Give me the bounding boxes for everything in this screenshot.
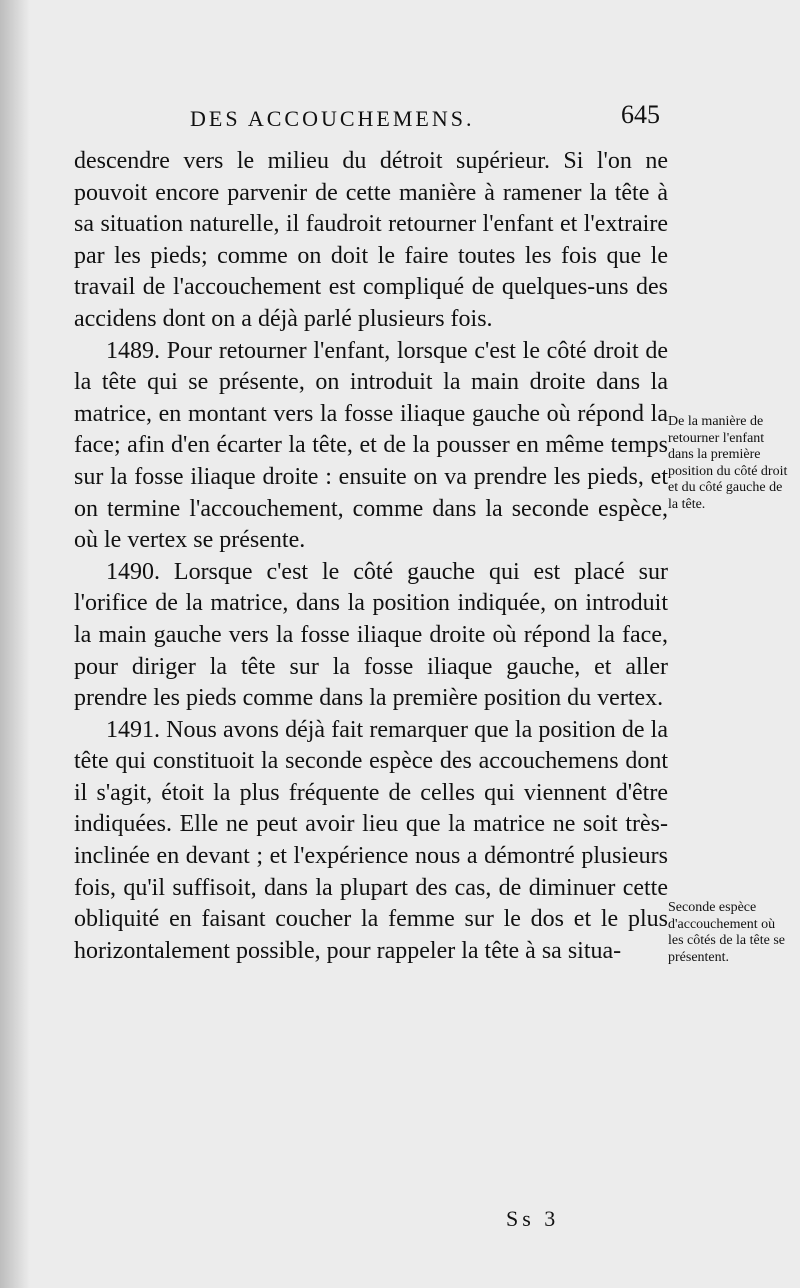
main-text bbox=[74, 146, 668, 967]
margin-note-retourner: De la manière de retourner l'enfant dans la première position du côté droit et du côté gauche de la tête. bbox=[668, 414, 788, 512]
signature-mark: Ss 3 bbox=[506, 1206, 560, 1231]
gutter-shadow bbox=[0, 0, 30, 1288]
page-header bbox=[190, 100, 660, 142]
running-head: DES ACCOUCHEMENS. bbox=[190, 106, 475, 131]
paragraph-continuation: descendre vers le milieu du détroit supérieur. Si l'on ne pouvoit encore parvenir de cette manière à ramener la tête à sa situation naturelle, il faudroit retourner l'enfant et l'extraire par les pieds; comme on doit le faire toutes les fois que le travail de l'accouchement est compliqué de quelques-uns des accidens dont on a déjà parlé plusieurs fois. bbox=[74, 148, 668, 332]
paragraph-1489: 1489. Pour retourner l'enfant, lorsque c'est le côté droit de la tête qui se présente, on introduit la main droite dans la matrice, en montant vers la fosse iliaque gauche où répond la face; afin d'en écarter la tête, et de la pousser en même temps sur la fosse iliaque droite : ensuite on va prendre les pieds, et on termine l'accouchement, comme dans la seconde espèce, où le vertex se présente. bbox=[74, 337, 668, 554]
page-number: 645 bbox=[621, 100, 660, 129]
paragraph-1490: 1490. Lorsque c'est le côté gauche qui est placé sur l'orifice de la matrice, dans la position indiquée, on introduit la main gauche vers la fosse iliaque droite où répond la face, pour diriger la tête sur la fosse iliaque gauche, et aller prendre les pieds comme dans la première position du vertex. bbox=[74, 558, 668, 712]
paragraph-1491: 1491. Nous avons déjà fait remarquer que la position de la tête qui constituoit la seconde espèce des accouchemens dont il s'agit, étoit la plus fréquente de celles qui viennent d'être indiquées. Elle ne peut avoir lieu que la matrice ne soit très-inclinée en devant ; et l'expérience nous a démontré plusieurs fois, qu'il suffisoit, dans la plupart des cas, de diminuer cette obliquité en faisant coucher la femme sur le dos et le plus horizontalement possible, pour rappeler la tête à sa situa- bbox=[74, 716, 668, 964]
margin-note-seconde-espece: Seconde espèce d'accouchement où les côtés de la tête se présentent. bbox=[668, 900, 786, 965]
